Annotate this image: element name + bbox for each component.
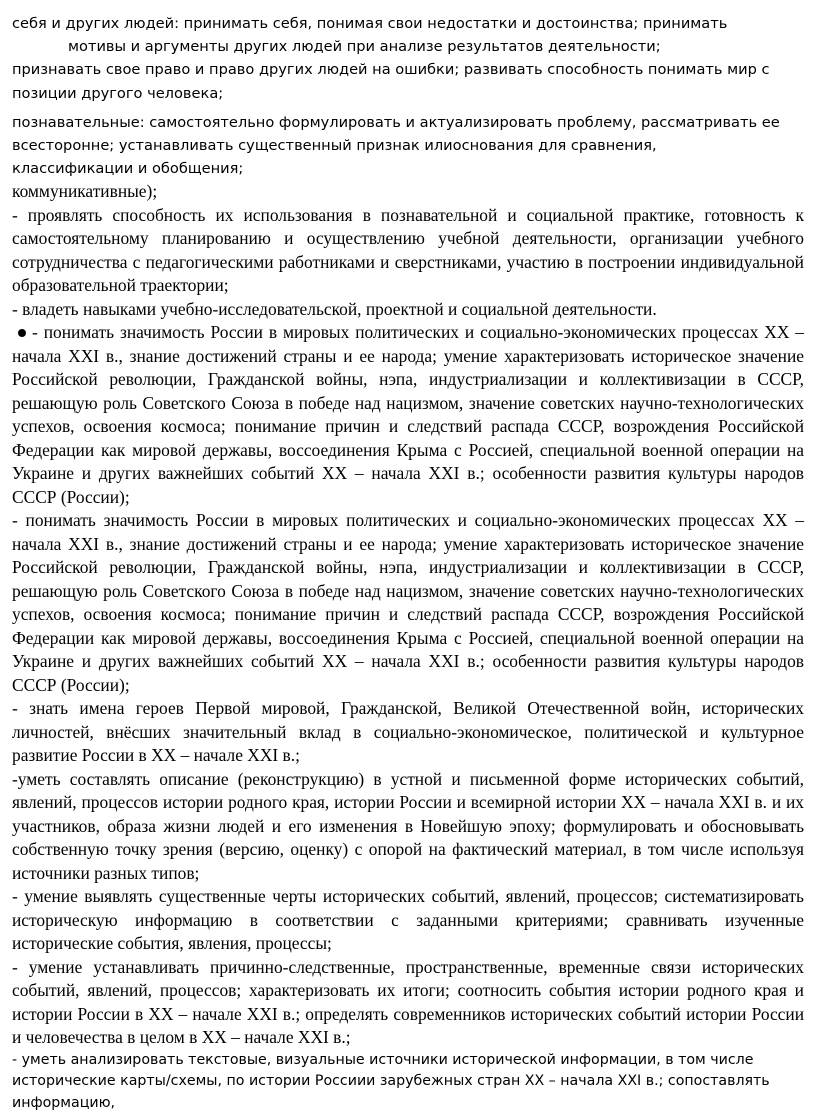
text-line: - уметь анализировать текстовые, визуальные источники исторической информации, в том числе: [12, 1051, 754, 1068]
bullet-dot-icon: [18, 329, 26, 337]
text-line: мотивы и аргументы других людей при анализе результатов деятельности;: [68, 38, 661, 56]
skills-paragraph: - владеть навыками учебно-исследовательской, проектной и социальной деятельности.: [12, 298, 657, 319]
repeat-paragraph: - понимать значимость России в мировых политических и социально-экономических процессах XX – начала XXI в., знание достижений страны и ее народа; умение характеризовать историческое значение Российской революции, Гражданской войны, нэпа, индустриализации и коллективизации в СССР, решающую роль Советского Союза в победе над нацизмом, значение советских научно-технологических успехов, освоения космоса; понимание причин и следствий распада СССР, возрождения Российской Федерации как мировой державы, воссоединения Крыма с Россией, специальной военной операции на Украине и других важнейших событий XX – начала XXI в.; особенности развития культуры народов СССР (России);: [12, 510, 804, 695]
communicative-line: коммуникативные);: [12, 181, 158, 202]
text-line: позиции другого человека;: [12, 84, 224, 102]
document-page: [12, 12, 804, 1114]
project-paragraph: - проявлять способность их использования в познавательной и социальной практике, готовность к самостоятельному планированию и осуществлению учебной деятельности, организации учебного сотрудничества с педагогическими работниками и сверстниками, участию в построении индивидуальной образовательной траектории;: [12, 204, 804, 296]
personal-outcomes-block: [12, 12, 804, 105]
heroes-paragraph: - знать имена героев Первой мировой, Гражданской, Великой Отечественной войн, исторических личностей, внёсших значительный вклад в социально-экономическое, политической и культурное развитие России в XX – начале XXI в.;: [12, 698, 804, 766]
text-line: всесторонне; устанавливать существенный признак илиоснования для сравнения,: [12, 137, 657, 155]
text-line: информацию,: [12, 1094, 116, 1111]
describe-paragraph: -уметь составлять описание (реконструкцию) в устной и письменной форме исторических событий, явлений, процессов истории родного края, истории России и всемирной истории XX – начала XXI в. и их участников, образа жизни людей и его изменения в Новейшую эпоху; формулировать и обосновывать собственную точку зрения (версию, оценку) с опорой на фактический материал, в том числе используя источники разных типов;: [12, 768, 804, 883]
text-line: исторические карты/схемы, по истории Россиии зарубежных стран XX – начала XXI в.; сопоставлять: [12, 1073, 770, 1090]
text-line: классификации и обобщения;: [12, 160, 244, 178]
text-line: познавательные: самостоятельно формулировать и актуализировать проблему, рассматривать ее: [12, 113, 780, 131]
text-line: себя и других людей: принимать себя, понимая свои недостатки и достоинства; принимать: [12, 15, 728, 32]
text-line: признавать свое право и право других людей на ошибки; развивать способность понимать мир с: [12, 61, 770, 79]
identify-paragraph: - умение выявлять существенные черты исторических событий, явлений, процессов; систематизировать историческую информацию в соответствии с заданными критериями; сравнивать изученные исторические события, явления, процессы;: [12, 886, 804, 954]
sources-block: [12, 1050, 804, 1114]
bullet-paragraph: - понимать значимость России в мировых политических и социально-экономических процессах XX – начала XXI в., знание достижений страны и ее народа; умение характеризовать историческое значение Российской революции, Гражданской войны, нэпа, индустриализации и коллективизации в СССР, решающую роль Советского Союза в победе над нацизмом, значение советских научно-технологических успехов, освоения космоса; понимание причин и следствий распада СССР, возрождения Российской Федерации как мировой державы, воссоединения Крыма с Россией, специальной военной операции на Украине и других важнейших событий XX – начала XXI в.; особенности развития культуры народов СССР (России);: [12, 322, 804, 507]
cognitive-outcomes-block: [12, 111, 804, 181]
causal-paragraph: - умение устанавливать причинно-следственные, пространственные, временные связи исторических событий, явлений, процессов; характеризовать их итоги; соотносить события истории родного края и истории России в XX – начале XXI в.; определять современников исторических событий истории России и человечества в целом в XX – начале XXI в.;: [12, 956, 804, 1048]
